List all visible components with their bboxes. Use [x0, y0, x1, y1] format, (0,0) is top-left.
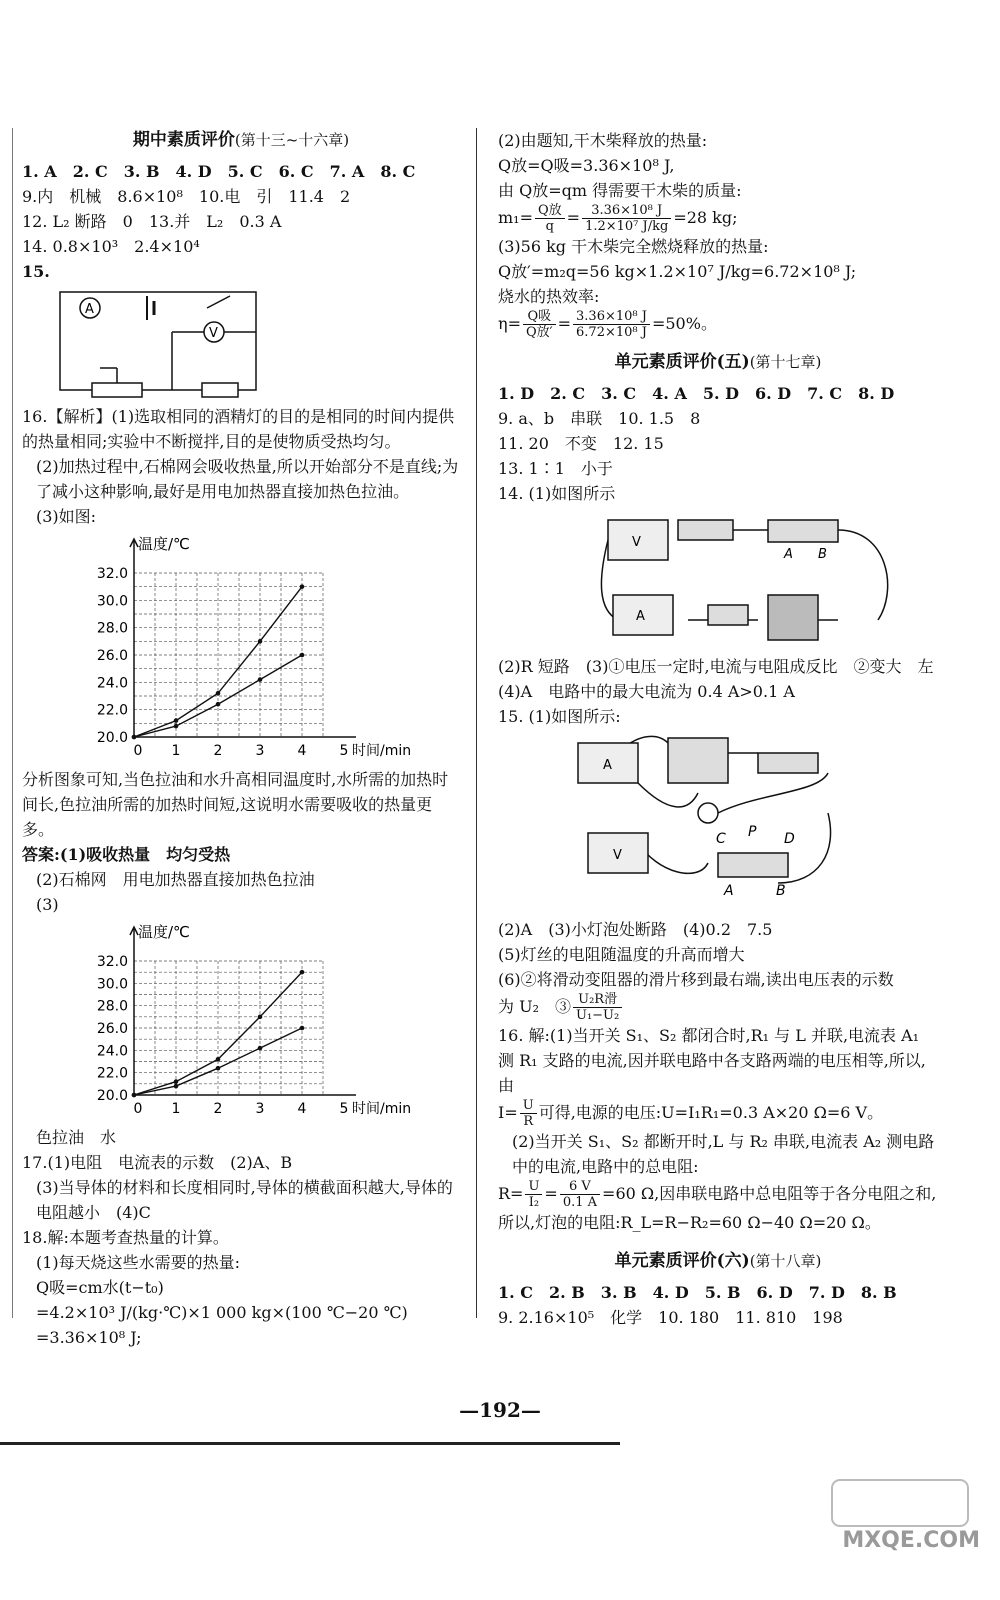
- x-tick-label: 2: [213, 1101, 223, 1117]
- unit5-line-14: I= $\frac{U}{R}$ 可得,电源的电压:U=I₁R₁=0.3 A×20 Ω=6 V。: [498, 1098, 884, 1129]
- unit5-line-4: 13. 1∶1 小于: [498, 459, 613, 478]
- circuit-diagram-q15: [22, 288, 282, 400]
- y-axis-label: 温度/℃: [138, 923, 190, 941]
- y-tick-label: 20.0: [96, 730, 128, 746]
- x-tick-label: 5: [339, 743, 349, 759]
- r-line-1: (2)由题知,干木柴释放的热量:: [498, 131, 708, 150]
- y-tick-label: 22.0: [96, 702, 128, 719]
- data-point: [174, 1079, 179, 1084]
- data-point: [216, 1057, 221, 1062]
- section-title-unit5: 单元素质评价(五)(第十七章): [614, 352, 822, 372]
- x-tick-label: 5: [339, 1101, 349, 1117]
- terminal-c: C: [716, 831, 726, 847]
- ammeter-letter: A: [85, 302, 94, 317]
- circuit-illustration-q15: [578, 733, 848, 913]
- x-axis-label: 时间/min: [352, 743, 412, 759]
- unit5-line-8: 15. (1)如图所示:: [498, 707, 621, 726]
- unit5-line-13: 16. 解:(1)当开关 S₁、S₂ 都闭合时,R₁ 与 L 并联,电流表 A₁ 测 R₁ 支路的电流,因并联电路中各支路两端的电压相等,所以,由: [498, 1026, 926, 1095]
- answer-line-4: 14. 0.8×10³ 2.4×10⁴: [22, 237, 200, 256]
- y-tick-label: 32.0: [96, 566, 128, 582]
- q18-intro: 18.解:本题考查热量的计算。: [22, 1228, 229, 1247]
- lamp-device: [698, 803, 718, 823]
- data-point: [132, 735, 137, 740]
- terminal-b: B: [818, 547, 827, 562]
- data-point: [300, 970, 305, 975]
- answer-1: 答案:(1)吸收热量 均匀受热: [22, 845, 231, 864]
- r-line-7: 烧水的热效率:: [498, 287, 600, 306]
- r-line-3: 由 Q放=qm 得需要干木柴的质量:: [498, 181, 742, 200]
- q15-label: 15.: [22, 262, 50, 281]
- x-tick-label: 3: [255, 743, 265, 759]
- unit6-line-1: 1. C 2. B 3. B 4. D 5. B 6. D 7. D 8. B: [498, 1283, 897, 1302]
- battery-device: [768, 595, 818, 640]
- x-tick-label: 3: [255, 1101, 265, 1117]
- data-point: [174, 1084, 179, 1089]
- data-point: [300, 1026, 305, 1031]
- data-point: [216, 1066, 221, 1071]
- unit5-line-6: (2)R 短路 (3)①电压一定时,电流与电阻成反比 ②变大 左: [498, 657, 934, 676]
- r-line-6: Q放′=m₂q=56 kg×1.2×10⁷ J/kg=6.72×10⁸ J;: [498, 262, 857, 281]
- y-tick-label: 28.0: [96, 998, 128, 1015]
- answer-line-1: 1. A 2. C 3. B 4. D 5. C 6. C 7. A 8. C: [22, 162, 416, 181]
- y-tick-label: 30.0: [96, 976, 128, 993]
- unit5-line-16: R= $\frac{U}{\text{I₂}}$ = $\frac{6 V}{0.1 A}$ =60 Ω,因串联电路中总电阻等于各分电阻之和,所以,灯泡的电阻:R_L=R−R₂=60 Ω−40 Ω=20 Ω。: [498, 1179, 937, 1232]
- x-tick-label: 1: [171, 743, 181, 759]
- terminal-b: B: [776, 883, 786, 899]
- q16-part1: 16.【解析】(1)选取相同的酒精灯的目的是相同的时间内提供的热量相同;实验中不断搅拌,目的是使物质受热均匀。: [22, 407, 455, 451]
- q16-part3: (3)如图:: [36, 507, 97, 526]
- unit5-line-12: 为 U₂ ③ $\frac{\text{U₂R滑}}{\text{U₁−U₂}}$: [498, 992, 938, 1023]
- y-tick-label: 22.0: [96, 1065, 128, 1082]
- voltmeter-letter: V: [209, 326, 218, 341]
- answer-2: (2)石棉网 用电加热器直接加热色拉油: [36, 870, 315, 889]
- temperature-chart-2: [22, 921, 412, 1121]
- q17-part2: (3)当导体的材料和长度相同时,导体的横截面积越大,导体的电阻越小 (4)C: [36, 1178, 453, 1222]
- y-tick-label: 24.0: [96, 1043, 128, 1060]
- y-tick-label: 20.0: [96, 1088, 128, 1104]
- analysis-text: 分析图象可知,当色拉油和水升高相同温度时,水所需的加热时间长,色拉油所需的加热时间短,这说明水需要吸收的热量更多。: [22, 770, 449, 839]
- y-tick-label: 30.0: [96, 593, 128, 610]
- voltmeter-letter: V: [613, 848, 622, 863]
- terminal-a: A: [724, 883, 734, 899]
- y-tick-label: 32.0: [96, 954, 128, 970]
- r-formula-efficiency: η= $\frac{\text{Q吸}}{\text{Q放′}}$ = $\frac{\text{3.36×10⁸ J}}{\text{6.72×10⁸ J}}$ =50%。: [498, 309, 717, 340]
- switch-device: [758, 753, 818, 773]
- bottom-rule: [0, 1442, 620, 1445]
- q17-part1: 17.(1)电阻 电流表的示数 (2)A、B: [22, 1153, 293, 1172]
- battery-device: [668, 738, 728, 783]
- data-point: [216, 702, 221, 707]
- x-tick-label: 4: [297, 1101, 307, 1117]
- terminal-d: D: [784, 831, 795, 847]
- terminal-a: A: [784, 547, 793, 562]
- y-tick-label: 24.0: [96, 675, 128, 692]
- data-point: [132, 1093, 137, 1098]
- data-point: [258, 1046, 263, 1051]
- switch-lever: [207, 296, 230, 308]
- section-title-unit6: 单元素质评价(六)(第十八章): [614, 1251, 822, 1271]
- unit5-line-11: (6)②将滑动变阻器的滑片移到最右端,读出电压表的示数: [498, 970, 894, 989]
- unit5-line-9: (2)A (3)小灯泡处断路 (4)0.2 7.5: [498, 920, 773, 939]
- resistor-symbol: [202, 383, 238, 397]
- unit5-line-10: (5)灯丝的电阻随温度的升高而增大: [498, 945, 745, 964]
- r-formula-mass: m₁= $\frac{\text{Q放}}{q}$ = $\frac{\text{3.36×10⁸ J}}{\text{1.2×10⁷ J/kg}}$ =28 kg;: [498, 203, 738, 234]
- temperature-chart-1: [22, 533, 412, 763]
- q18-line2: Q吸=cm水(t−t₀): [36, 1278, 164, 1297]
- answer-3: (3): [36, 895, 59, 914]
- column-divider: [476, 128, 477, 1318]
- voltmeter-letter: V: [632, 535, 641, 550]
- q18-line4: =3.36×10⁸ J;: [36, 1328, 142, 1347]
- x-tick-label: 2: [213, 743, 223, 759]
- circuit-illustration-q14: [588, 510, 918, 650]
- q18-line3: =4.2×10³ J/(kg·℃)×1 000 kg×(100 ℃−20 ℃): [36, 1303, 408, 1322]
- data-point: [174, 724, 179, 729]
- data-point: [258, 639, 263, 644]
- fixed-resistor-device: [678, 520, 733, 540]
- unit5-line-7: (4)A 电路中的最大电流为 0.4 A>0.1 A: [498, 682, 795, 701]
- unit5-line-3: 11. 20 不变 12. 15: [498, 434, 664, 453]
- unit5-line-1: 1. D 2. C 3. C 4. A 5. D 6. D 7. C 8. D: [498, 384, 895, 403]
- ammeter-letter: A: [636, 609, 645, 624]
- y-axis-label: 温度/℃: [138, 535, 190, 553]
- switch-device: [708, 605, 748, 625]
- y-tick-label: 26.0: [96, 648, 128, 664]
- unit5-line-15: (2)当开关 S₁、S₂ 都断开时,L 与 R₂ 串联,电流表 A₂ 测电路中的电流,电路中的总电阻:: [512, 1132, 935, 1176]
- answer-line-3: 12. L₂ 断路 0 13.并 L₂ 0.3 A: [22, 212, 282, 231]
- r-line-2: Q放=Q吸=3.36×10⁸ J,: [498, 156, 675, 175]
- unit5-line-2: 9. a、b 串联 10. 1.5 8: [498, 409, 701, 428]
- x-tick-label: 4: [297, 743, 307, 759]
- rheostat-device: [768, 520, 838, 542]
- rheostat-slider: [100, 368, 117, 383]
- data-point: [216, 691, 221, 696]
- data-point: [300, 584, 305, 589]
- r-line-5: (3)56 kg 干木柴完全燃烧释放的热量:: [498, 237, 769, 256]
- slider-p: P: [748, 824, 757, 840]
- watermark-text: MXQE.COM: [842, 1528, 980, 1553]
- rheostat-device: [718, 853, 788, 877]
- data-point: [258, 677, 263, 682]
- rheostat-symbol: [92, 383, 142, 397]
- left-column: [22, 128, 460, 1350]
- unit6-line-2: 9. 2.16×10⁵ 化学 10. 180 11. 810 198: [498, 1308, 843, 1327]
- data-point: [258, 1015, 263, 1020]
- answer-line-2: 9.内 机械 8.6×10⁸ 10.电 引 11.4 2: [22, 187, 351, 206]
- unit5-line-5: 14. (1)如图所示: [498, 484, 616, 503]
- ammeter-letter: A: [603, 758, 612, 773]
- q16-part2: (2)加热过程中,石棉网会吸收热量,所以开始部分不是直线;为了减小这种影响,最好是用电加热器直接加热色拉油。: [36, 457, 459, 501]
- data-point: [300, 653, 305, 658]
- page-number: —192—: [459, 1398, 541, 1422]
- y-tick-label: 28.0: [96, 620, 128, 637]
- x-tick-label: 1: [171, 1101, 181, 1117]
- right-column: [498, 128, 938, 1330]
- data-point: [174, 718, 179, 723]
- q18-line1: (1)每天烧这些水需要的热量:: [36, 1253, 241, 1272]
- x-tick-label: 0: [133, 1101, 143, 1117]
- x-axis-label: 时间/min: [352, 1101, 412, 1117]
- y-tick-label: 26.0: [96, 1021, 128, 1037]
- left-margin-line: [12, 128, 13, 1318]
- watermark-logo-icon: [830, 1478, 970, 1528]
- section-title-midterm: 期中素质评价(第十三~十六章): [132, 130, 350, 150]
- x-tick-label: 0: [133, 743, 143, 759]
- chart-legend-text: 色拉油 水: [36, 1128, 117, 1147]
